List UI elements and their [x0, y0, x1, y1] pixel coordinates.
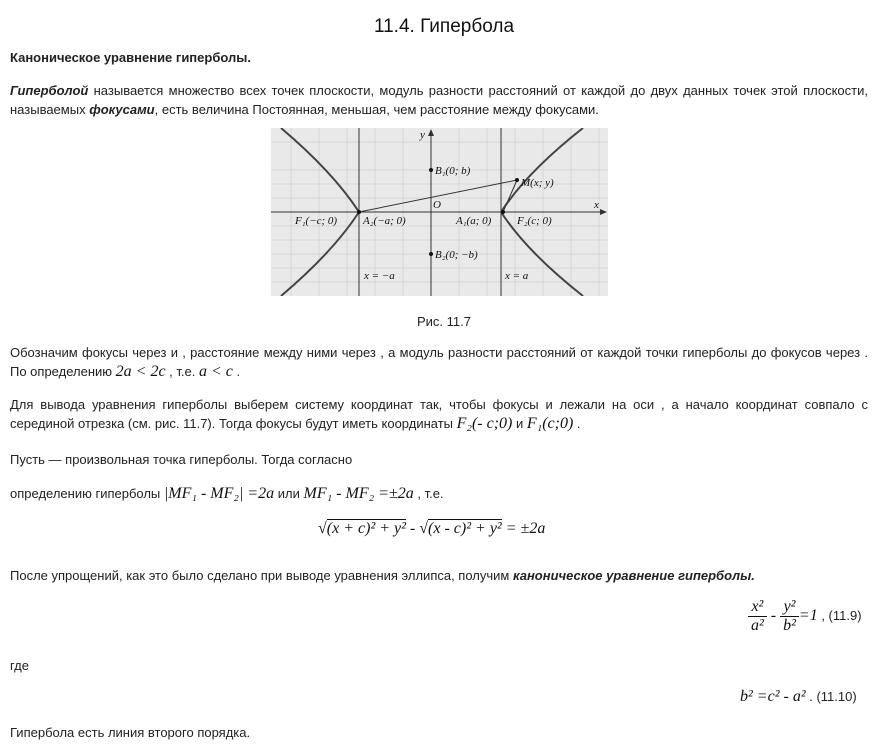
frac2-numerator: y²: [780, 598, 799, 617]
definition-text-2: , есть величина Постоянная, меньшая, чем расстояние между фокусами.: [154, 102, 599, 117]
page-title: 11.4. Гипербола: [373, 16, 515, 37]
point-f1: [357, 210, 361, 214]
paragraph-definition-eq: [10, 484, 868, 503]
math-rhs: = ±2a: [501, 520, 546, 537]
label-b2: B₂(0; −b): [435, 249, 478, 261]
paragraph-foci-end: .: [232, 364, 241, 379]
eq119-minus: -: [766, 606, 781, 624]
term-hyperbola: Гиперболой: [10, 83, 89, 98]
paragraph-foci-mid: , т.е.: [165, 364, 199, 379]
label-line-plus-a: x = a: [505, 270, 529, 282]
label-f2: F₂(c; 0): [517, 215, 552, 227]
paragraph-coordinates-and: и: [512, 416, 527, 431]
term-canonical-equation: каноническое уравнение гиперболы.: [512, 568, 755, 583]
math-root-2: (x - c)² + y²: [428, 520, 502, 537]
label-a1: A₁(a; 0): [456, 215, 492, 227]
label-m: M(x; y): [521, 177, 554, 189]
section-heading: Каноническое уравнение гиперболы.: [10, 50, 251, 65]
math-minus: -: [405, 520, 420, 537]
math-f2-coord: F₂(- c;0): [456, 415, 513, 432]
paragraph-point: Пусть — произвольная точка гиперболы. Тогда согласно: [10, 452, 353, 467]
y-axis-arrow: [428, 129, 434, 136]
math-f1-coord: F₁(c;0): [526, 415, 574, 432]
math-signed-difference: MF₁ - MF₂ =±2a: [303, 485, 414, 502]
term-foci: фокусами: [89, 102, 155, 117]
math-a-lt-c: a < c: [198, 363, 233, 380]
frac2-denominator: b²: [783, 617, 796, 634]
math-root-1: (x + c)² + y²: [326, 520, 406, 537]
paragraph-definition-eq-text: определению гиперболы: [10, 486, 161, 501]
definition-text-1: называется множество всех точек плоскости, модуль разности расстояний от каждой до двух данных точек этой плоскости, называемых: [10, 83, 868, 117]
label-y-axis: y: [420, 129, 425, 141]
math-2a-lt-2c: 2a < 2c: [115, 363, 166, 380]
paragraph-definition-eq-end: , т.е.: [413, 486, 444, 501]
definition-paragraph: [10, 81, 868, 119]
frac1-numerator: x²: [748, 598, 767, 617]
equation-distance: √(x + c)² + y² - √(x - c)² + y² = ±2a: [318, 520, 546, 537]
figure-caption: Рис. 11.7: [417, 314, 471, 329]
math-abs-difference: |MF₁ - MF₂| =2a: [163, 485, 275, 502]
point-m: [515, 178, 519, 182]
paragraph-conclusion: Гипербола есть линия второго порядка.: [10, 725, 251, 740]
label-a2: A₂(−a; 0): [363, 215, 406, 227]
paragraph-coordinates-text: Для вывода уравнения гиперболы выберем систему координат так, чтобы фокусы и лежали на оси , а начало координат совпало с серединой отрезка (см. рис. 11.7). Тогда фокусы будут иметь координаты: [10, 397, 868, 431]
equation-11-10: [740, 688, 857, 706]
point-f2: [501, 210, 505, 214]
frac1-denominator: a²: [751, 617, 764, 634]
hyperbola-figure: [271, 128, 608, 296]
label-b1: B₁(0; b): [435, 165, 471, 177]
x-axis-arrow: [600, 209, 607, 215]
eq119-rhs: =1: [798, 606, 818, 624]
label-f1: F₁(−c; 0): [295, 215, 338, 227]
eq1110-number: . (11.10): [805, 689, 857, 704]
label-line-minus-a: x = −a: [364, 270, 395, 282]
paragraph-coordinates: [10, 395, 868, 433]
point-b1: [429, 168, 433, 172]
point-b2: [429, 252, 433, 256]
equation-11-9: [748, 598, 862, 635]
paragraph-foci-notation: [10, 343, 868, 381]
paragraph-definition-eq-or: или: [274, 486, 304, 501]
eq119-number: , (11.9): [817, 607, 862, 623]
paragraph-foci-text: Обозначим фокусы через и , расстояние между ними через , а модуль разности расстояний от каждой точки гиперболы до фокусов через . По определению: [10, 345, 868, 379]
paragraph-coordinates-end: .: [573, 416, 581, 431]
label-x-axis: x: [594, 199, 599, 211]
paragraph-canonical: [10, 566, 868, 585]
label-origin: O: [433, 199, 441, 211]
eq1110-expr: b² =c² - a²: [740, 688, 806, 705]
paragraph-canonical-text: После упрощений, как это было сделано при выводе уравнения эллипса, получим: [10, 568, 513, 583]
paragraph-where: где: [10, 658, 29, 673]
